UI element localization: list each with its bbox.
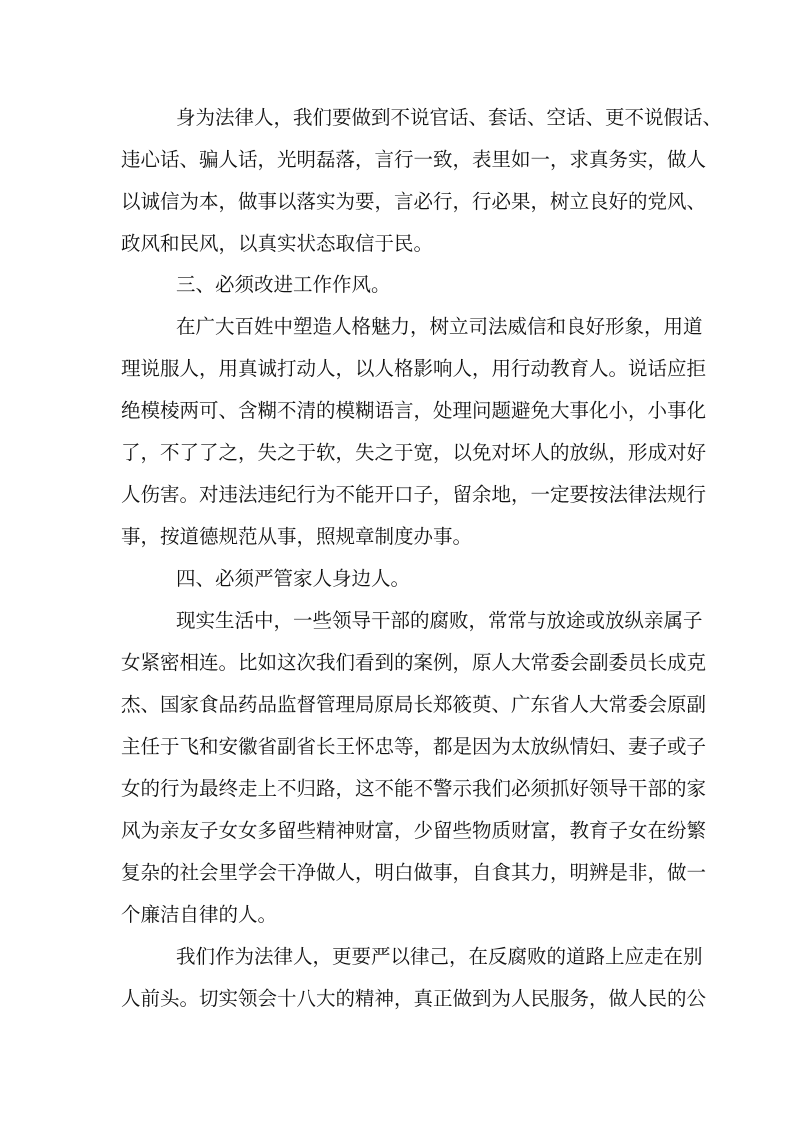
text-line: 我们作为法律人，更要严以律己，在反腐败的道路上应走在别: [176, 945, 703, 968]
text-line: 女紧密相连。比如这次我们看到的案例，原人大常委会副委员长成克: [121, 651, 707, 674]
text-line: 现实生活中，一些领导干部的腐败，常常与放途或放纵亲属子: [176, 609, 703, 632]
text-line: 政风和民风，以真实状态取信于民。: [121, 232, 434, 255]
text-line: 在广大百姓中塑造人格魅力，树立司法威信和良好形象，用道: [176, 315, 703, 338]
text-line: 女的行为最终走上不归路，这不能不警示我们必须抓好领导干部的家: [121, 777, 707, 800]
text-line: 人前头。切实领会十八大的精神，真正做到为人民服务，做人民的公: [121, 987, 707, 1010]
section-heading: 三、必须改进工作作风。: [176, 273, 391, 296]
text-line: 复杂的社会里学会干净做人，明白做事，自食其力，明辨是非，做一: [121, 861, 707, 884]
text-line: 违心话、骗人话，光明磊落，言行一致，表里如一，求真务实，做人: [121, 148, 707, 171]
text-line: 风为亲友子女女多留些精神财富，少留些物质财富，教育子女在纷繁: [121, 819, 707, 842]
text-line: 人伤害。对违法违纪行为不能开口子，留余地，一定要按法律法规行: [121, 483, 707, 506]
text-line: 杰、国家食品药品监督管理局原局长郑筱萸、广东省人大常委会原副: [121, 693, 707, 716]
text-line: 主任于飞和安徽省副省长王怀忠等，都是因为太放纵情妇、妻子或子: [121, 735, 707, 758]
text-line: 以诚信为本，做事以落实为要，言必行，行必果，树立良好的党风、: [121, 190, 707, 213]
text-line: 身为法律人，我们要做到不说官话、套话、空话、更不说假话、: [176, 106, 723, 129]
text-line: 事，按道德规范从事，照规章制度办事。: [121, 525, 473, 548]
text-line: 了，不了了之，失之于软，失之于宽，以免对坏人的放纵，形成对好: [121, 441, 707, 464]
text-line: 理说服人，用真诚打动人，以人格影响人，用行动教育人。说话应拒: [121, 357, 707, 380]
section-heading: 四、必须严管家人身边人。: [176, 567, 411, 590]
text-line: 绝模棱两可、含糊不清的模糊语言，处理问题避免大事化小，小事化: [121, 399, 707, 422]
text-line: 个廉洁自律的人。: [121, 903, 278, 926]
